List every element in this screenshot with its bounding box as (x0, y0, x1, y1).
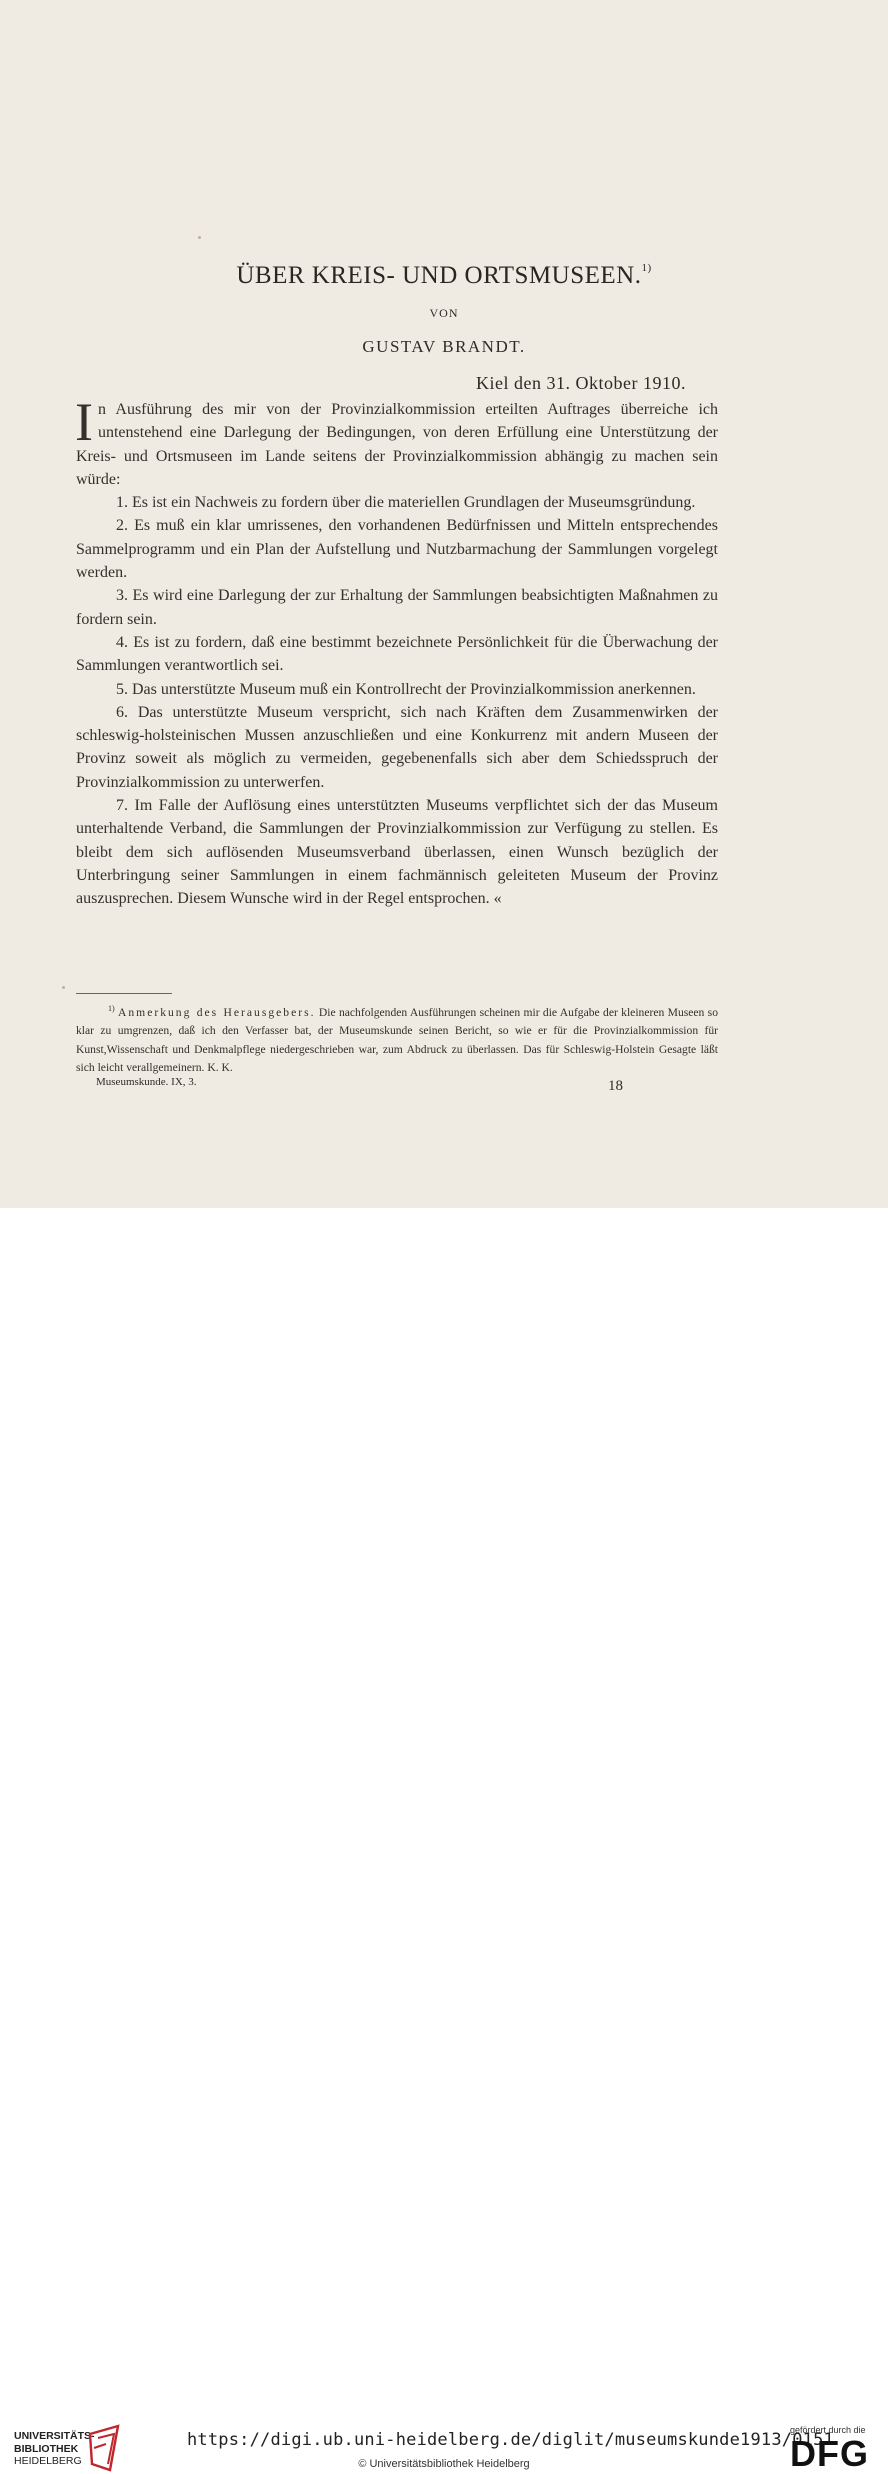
permalink-url[interactable]: https://digi.ub.uni-heidelberg.de/diglit/museumskunde1913/0151 (187, 2430, 834, 2450)
dateline: Kiel den 31. Oktober 1910. (476, 373, 686, 393)
condition-item: 1. Es ist ein Nachweis zu fordern über die materiellen Grundlagen der Museumsgründung. (116, 494, 696, 512)
article-body (75, 392, 718, 911)
journal-reference: Museumskunde. IX, 3. (96, 1076, 197, 1088)
library-name-line: HEIDELBERG (14, 2455, 82, 2467)
library-banner (0, 1208, 888, 2474)
paper-speck (198, 236, 201, 239)
funding-label: gefördert durch die (790, 2425, 866, 2435)
drop-cap: I (75, 392, 93, 452)
copyright-notice: © Universitätsbibliothek Heidelberg (358, 2458, 530, 2470)
author-name: GUSTAV BRANDT. (362, 337, 526, 356)
article-title-text: ÜBER KREIS- UND ORTSMUSEEN. (236, 262, 642, 289)
footnote-divider (76, 993, 172, 994)
paragraph-text: n Ausführung des mir von der Provinzialkommission erteilten Auftrages überreiche ich untenstehend eine Darlegung der Bedingungen, von deren Erfüllung eine Unterstützung der Kreis- und Ortsmuseen im Lande seitens der Provinzialkommission abhängig zu machen sein würde: (76, 401, 718, 488)
byline-von: VON (429, 306, 459, 320)
library-name-line: BIBLIOTHEK (14, 2442, 79, 2455)
footnote-text: Die nachfolgenden Ausführungen scheinen mir die Aufgabe der kleineren Museen so klar zu umgrenzen, daß ich den Verfasser bat, der Museumskunde seinen Bericht, so wie er für die Provinzialkommission für Kunst,Wissenschaft und Denkmalpflege niedergeschrieben war, zum Abdruck zu überlassen. Das für Schleswig-Holstein Gesagte läßt sich leicht verallgemeinern. K. K. (76, 1005, 718, 1075)
title-footnote-mark: 1) (641, 262, 652, 274)
condition-item: 5. Das unterstützte Museum muß ein Kontrollrecht der Provinzialkommission anerkennen. (116, 680, 696, 698)
scanned-page (0, 0, 888, 1208)
signature-mark: 18 (608, 1078, 623, 1094)
body-paragraph (75, 392, 718, 491)
condition-item: 6. Das unterstützte Museum verspricht, sich nach Kräften dem Zusammenwirken der schleswig-holsteinischen Mussen anzuschließen und eine Konkurrenz mit andern Museen der Provinz soweit als möglich zu vermeiden, gegebenenfalls sich aber dem Schiedsspruch der Provinzialkommission zu unterwerfen. (76, 703, 718, 791)
article-title (0, 262, 888, 290)
condition-item: 2. Es muß ein klar umrissenes, den vorhandenen Bedürfnissen und Mitteln entsprechendes Sammelprogramm und ein Plan der Aufstellung und Nutzbarmachung der Sammlungen vorgelegt werden. (76, 517, 718, 582)
library-name-line: UNIVERSITÄTS- (14, 2430, 95, 2442)
paper-speck (62, 986, 65, 989)
footnote (76, 1000, 718, 1078)
condition-item: 7. Im Falle der Auflösung eines unterstützten Museums verpflichtet sich der das Museum unterhaltende Verband, die Sammlungen der Provinzialkommission zur Verfügung zu stellen. Es bleibt dem sich auflösenden Museumsverband überlassen, einen Wunsch bezüglich der Unterbringung seiner Sammlungen in einem fachmännisch geleiteten Museum der Provinz auszusprechen. Diesem Wunsche wird in der Regel entsprochen. « (76, 797, 718, 908)
condition-item: 4. Es ist zu fordern, daß eine bestimmt bezeichnete Persönlichkeit für die Überwachung der Sammlungen verantwortlich sei. (76, 633, 718, 675)
footnote-mark: 1) (108, 1004, 115, 1013)
footnote-heading: Anmerkung des Herausgebers. (118, 1005, 316, 1019)
condition-item: 3. Es wird eine Darlegung der zur Erhaltung der Sammlungen beabsichtigten Maßnahmen zu fordern sein. (76, 587, 718, 628)
dfg-logo: DFG (790, 2433, 869, 2474)
